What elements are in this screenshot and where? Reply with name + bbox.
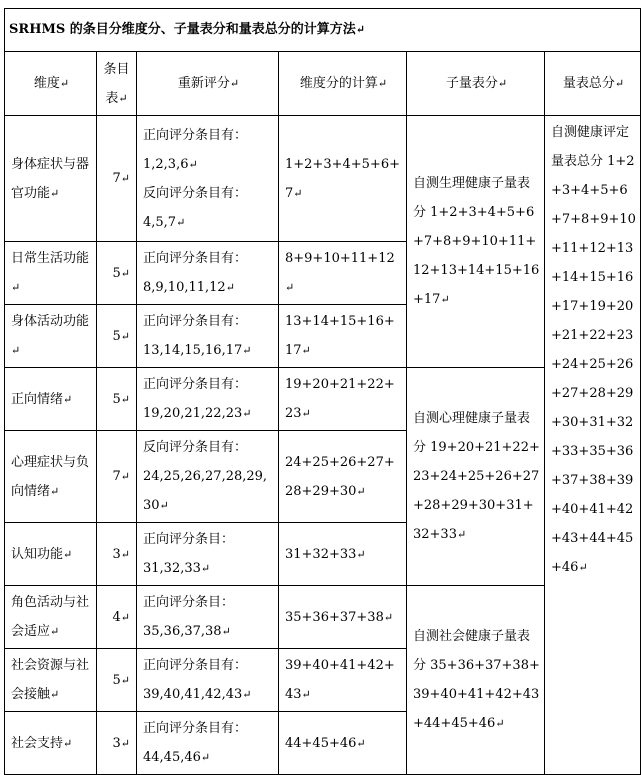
rescore-label: 反向评分条目有： — [143, 440, 248, 455]
subscale-mental-cell: 自测心理健康子量表分 19+20+21+22+23+24+25+26+27+28+29+30+31+32+33↵ — [407, 368, 545, 586]
rescore-cell — [137, 305, 279, 368]
count-cell: 5↵ — [97, 305, 137, 368]
srhms-scoring-table — [4, 8, 641, 775]
rescore-items: 19,20,21,22,23↵ — [143, 406, 252, 421]
dimension-cell: 日常生活功能↵ — [5, 242, 97, 305]
rescore-cell — [137, 431, 279, 523]
calc-cell: 39+40+41+42+43↵ — [279, 649, 407, 712]
dimension-cell: 心理症状与负向情绪↵ — [5, 431, 97, 523]
count-cell: 5↵ — [97, 649, 137, 712]
rescore-label: 正向评分条目有： — [143, 314, 248, 329]
rescore-label: 正向评分条目有： — [143, 251, 248, 266]
header-count: 条目表↵ — [97, 52, 137, 116]
count-cell: 5↵ — [97, 242, 137, 305]
count-cell: 4↵ — [97, 586, 137, 649]
count-cell: 3↵ — [97, 712, 137, 775]
calc-cell: 1+2+3+4+5+6+7↵ — [279, 116, 407, 242]
rescore-cell — [137, 368, 279, 431]
rescore-cell — [137, 586, 279, 649]
rescore-cell — [137, 116, 279, 242]
count-cell: 7↵ — [97, 116, 137, 242]
rescore-items: 1,2,3,6↵ — [143, 156, 198, 172]
rescore-label: 正向评分条目有： — [143, 127, 248, 143]
count-cell: 5↵ — [97, 368, 137, 431]
calc-cell: 8+9+10+11+12↵ — [279, 242, 407, 305]
rescore-label: 正向评分条目： — [143, 595, 235, 610]
header-dimension: 维度↵ — [5, 52, 97, 116]
calc-cell: 35+36+37+38↵ — [279, 586, 407, 649]
rescore-label: 正向评分条目： — [143, 532, 235, 547]
calc-cell: 31+32+33↵ — [279, 523, 407, 586]
rescore-cell — [137, 712, 279, 775]
rescore-items: 13,14,15,16,17↵ — [143, 343, 252, 358]
rescore-cell — [137, 242, 279, 305]
header-total: 量表总分↵ — [545, 52, 641, 116]
rescore-items: 4,5,7↵ — [143, 214, 186, 230]
dimension-cell: 身体症状与器官功能↵ — [5, 116, 97, 242]
table-title: SRHMS 的条目分维度分、子量表分和量表总分的计算方法↵ — [5, 9, 641, 52]
rescore-items: 8,9,10,11,12↵ — [143, 280, 235, 295]
rescore-items: 44,45,46↵ — [143, 750, 211, 765]
total-score-cell: 自测健康评定量表总分 1+2+3+4+5+6+7+8+9+10+11+12+13+14+15+16+17+19+20+21+22+23+24+25+26+27+28+29+30+31+32+33+35+36+37+38+39+40+41+42+43+44+45+46↵ — [545, 116, 641, 775]
rescore-cell — [137, 523, 279, 586]
rescore-label: 正向评分条目有： — [143, 658, 248, 673]
header-rescore: 重新评分↵ — [137, 52, 279, 116]
calc-cell: 24+25+26+27+28+29+30↵ — [279, 431, 407, 523]
subscale-physical-cell: 自测生理健康子量表分 1+2+3+4+5+6+7+8+9+10+11+12+13+14+15+16+17↵ — [407, 116, 545, 368]
calc-cell: 44+45+46↵ — [279, 712, 407, 775]
dimension-cell: 认知功能↵ — [5, 523, 97, 586]
header-dimension-score: 维度分的计算↵ — [279, 52, 407, 116]
rescore-items: 31,32,33↵ — [143, 561, 211, 576]
title-row — [5, 9, 641, 52]
rescore-label: 正向评分条目有： — [143, 721, 248, 736]
rescore-items: 24,25,26,27,28,29,30↵ — [143, 469, 268, 513]
rescore-label: 正向评分条目有： — [143, 377, 248, 392]
dimension-cell: 社会支持↵ — [5, 712, 97, 775]
calc-cell: 13+14+15+16+17↵ — [279, 305, 407, 368]
rescore-items: 35,36,37,38↵ — [143, 624, 231, 639]
dimension-cell: 角色活动与社会适应↵ — [5, 586, 97, 649]
subscale-social-cell: 自测社会健康子量表分 35+36+37+38+39+40+41+42+43+44+45+46↵ — [407, 586, 545, 775]
count-cell: 7↵ — [97, 431, 137, 523]
dimension-cell: 社会资源与社会接触↵ — [5, 649, 97, 712]
table-row — [5, 116, 641, 242]
header-subscale: 子量表分↵ — [407, 52, 545, 116]
dimension-cell: 身体活动功能↵ — [5, 305, 97, 368]
calc-cell: 19+20+21+22+23↵ — [279, 368, 407, 431]
rescore-items: 39,40,41,42,43↵ — [143, 687, 252, 702]
header-row — [5, 52, 641, 116]
dimension-cell: 正向情绪↵ — [5, 368, 97, 431]
rescore-cell — [137, 649, 279, 712]
count-cell: 3↵ — [97, 523, 137, 586]
rescore-label: 反向评分条目有： — [143, 185, 248, 201]
